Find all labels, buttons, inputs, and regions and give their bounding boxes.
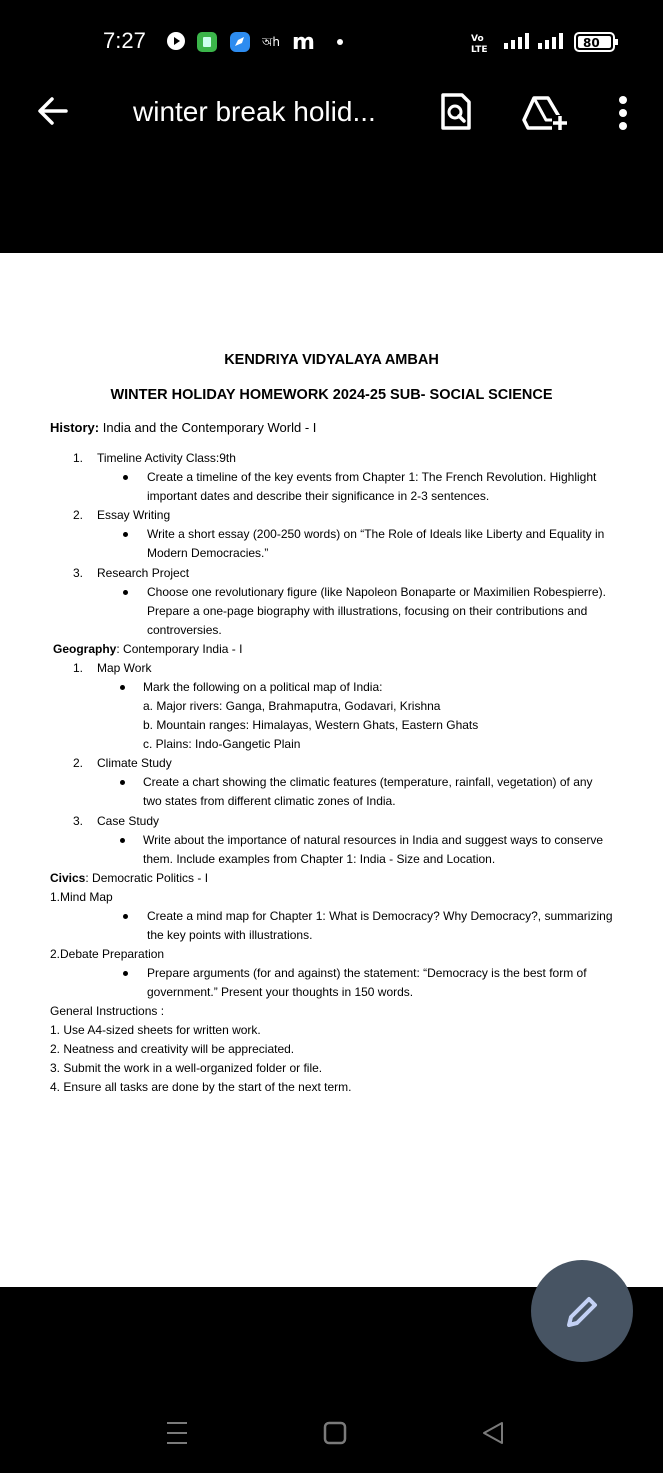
history-label: History: xyxy=(50,420,100,435)
history-item-1-line-2: important dates and describe their significance in 2-3 sentences. xyxy=(147,489,490,503)
geography-item-1-sub-c: c. Plains: Indo-Gangetic Plain xyxy=(143,737,301,751)
edit-button[interactable] xyxy=(531,1260,633,1362)
add-to-drive-icon[interactable] xyxy=(522,95,568,131)
bullet xyxy=(123,475,128,480)
geography-item-2-num: 2. xyxy=(73,756,84,770)
volte-icon xyxy=(471,31,497,55)
svg-text:LTE: LTE xyxy=(471,45,488,55)
general-instruction-3: 3. Submit the work in a well-organized folder or file. xyxy=(50,1061,323,1075)
civics-item-1-line-1: Create a mind map for Chapter 1: What is Democracy? Why Democracy?, summarizing xyxy=(147,909,613,923)
edit-pencil-icon xyxy=(563,1293,601,1331)
messages-notification-icon xyxy=(292,31,318,53)
history-item-2-line-1: Write a short essay (200-250 words) on “The Role of Ideals like Liberty and Equality in xyxy=(147,527,605,541)
civics-item-1-title: 1.Mind Map xyxy=(50,890,113,904)
status-bar xyxy=(0,0,663,85)
bullet xyxy=(120,838,125,843)
general-instruction-2: 2. Neatness and creativity will be appreciated. xyxy=(50,1042,295,1056)
geography-item-1-sub-a: a. Major rivers: Ganga, Brahmaputra, Godavari, Krishna xyxy=(143,699,441,713)
svg-text:Vo: Vo xyxy=(471,34,484,44)
civics-item-2-line-2: government.” Present your thoughts in 150 words. xyxy=(147,985,414,999)
back-arrow-icon[interactable] xyxy=(36,94,70,128)
history-item-3-num: 3. xyxy=(73,566,84,580)
geography-label: Geography xyxy=(53,642,117,656)
more-notifications-dot-icon xyxy=(334,31,346,51)
history-item-1-title: Timeline Activity Class:9th xyxy=(97,451,236,465)
bullet xyxy=(123,532,128,537)
bullet xyxy=(123,914,128,919)
bullet xyxy=(123,590,128,595)
history-item-2-title: Essay Writing xyxy=(97,508,171,522)
general-instruction-1: 1. Use A4-sized sheets for written work. xyxy=(50,1023,261,1037)
homework-heading: WINTER HOLIDAY HOMEWORK 2024-25 SUB- SOCIAL SCIENCE xyxy=(110,387,553,403)
geography-item-3-title: Case Study xyxy=(97,814,160,828)
geography-item-3-line-1: Write about the importance of natural resources in India and suggest ways to conserve xyxy=(143,833,604,847)
general-instruction-4: 4. Ensure all tasks are done by the start of the next term. xyxy=(50,1080,352,1094)
battery-level: 80 xyxy=(583,36,600,50)
back-icon[interactable] xyxy=(480,1420,506,1446)
civics-item-2-line-1: Prepare arguments (for and against) the statement: “Democracy is the best form of xyxy=(147,966,587,980)
history-item-2-num: 2. xyxy=(73,508,84,522)
civics-item-1-line-2: the key points with illustrations. xyxy=(147,928,313,942)
signal-2-icon xyxy=(536,31,566,51)
school-name: KENDRIYA VIDYALAYA AMBAH xyxy=(224,352,439,368)
home-icon[interactable] xyxy=(322,1420,348,1446)
geography-item-2-line-2: two states from different climatic zones of India. xyxy=(143,794,396,808)
history-item-3-line-3: controversies. xyxy=(147,623,222,637)
geography-item-2-line-1: Create a chart showing the climatic features (temperature, rainfall, vegetation) of any xyxy=(143,775,593,789)
geography-item-1-num: 1. xyxy=(73,661,84,675)
civics-label: Civics xyxy=(50,871,86,885)
svg-text:m: m xyxy=(292,31,315,53)
geography-heading xyxy=(53,641,242,657)
geography-item-1-line-1: Mark the following on a political map of India: xyxy=(143,680,383,694)
language-notification-icon xyxy=(262,31,288,51)
play-notification-icon xyxy=(166,31,186,51)
more-vert-icon[interactable] xyxy=(614,95,632,131)
civics-item-2-title: 2.Debate Preparation xyxy=(50,947,165,961)
bullet xyxy=(123,971,128,976)
history-item-3-title: Research Project xyxy=(97,566,190,580)
geography-item-3-num: 3. xyxy=(73,814,84,828)
signal-1-icon xyxy=(502,31,532,51)
history-item-1-line-1: Create a timeline of the key events from Chapter 1: The French Revolution. Highlight xyxy=(147,470,597,484)
history-item-2-line-2: Modern Democracies.” xyxy=(147,546,269,560)
svg-text:অh: অh xyxy=(262,35,280,49)
history-item-3-line-2: Prepare a one-page biography with illustrations, focusing on their contributions and xyxy=(147,604,588,618)
document-page xyxy=(0,253,663,1287)
geography-item-1-title: Map Work xyxy=(97,661,152,675)
geography-item-3-line-2: them. Include examples from Chapter 1: India - Size and Location. xyxy=(143,852,496,866)
document-title: winter break holid... xyxy=(133,96,376,127)
recents-icon[interactable] xyxy=(165,1420,189,1446)
history-item-3-line-1: Choose one revolutionary figure (like Napoleon Bonaparte or Maximilien Robespierre). xyxy=(147,585,606,599)
geography-item-1-sub-b: b. Mountain ranges: Himalayas, Western Ghats, Eastern Ghats xyxy=(143,718,479,732)
geography-item-2-title: Climate Study xyxy=(97,756,172,770)
history-heading xyxy=(50,420,316,436)
status-time: 7:27 xyxy=(103,28,146,53)
civics-heading xyxy=(50,870,208,886)
app-notification-icon xyxy=(196,31,218,53)
history-item-1-num: 1. xyxy=(73,451,84,465)
bullet xyxy=(120,685,125,690)
geography-text: : Contemporary India - I xyxy=(116,642,243,656)
bullet xyxy=(120,780,125,785)
general-instructions-title: General Instructions : xyxy=(50,1004,165,1018)
civics-text: : Democratic Politics - I xyxy=(85,871,209,885)
history-text: India and the Contemporary World - I xyxy=(99,420,317,435)
chat-notification-icon xyxy=(229,31,251,53)
find-in-page-icon[interactable] xyxy=(440,93,472,131)
battery-icon xyxy=(574,31,620,53)
